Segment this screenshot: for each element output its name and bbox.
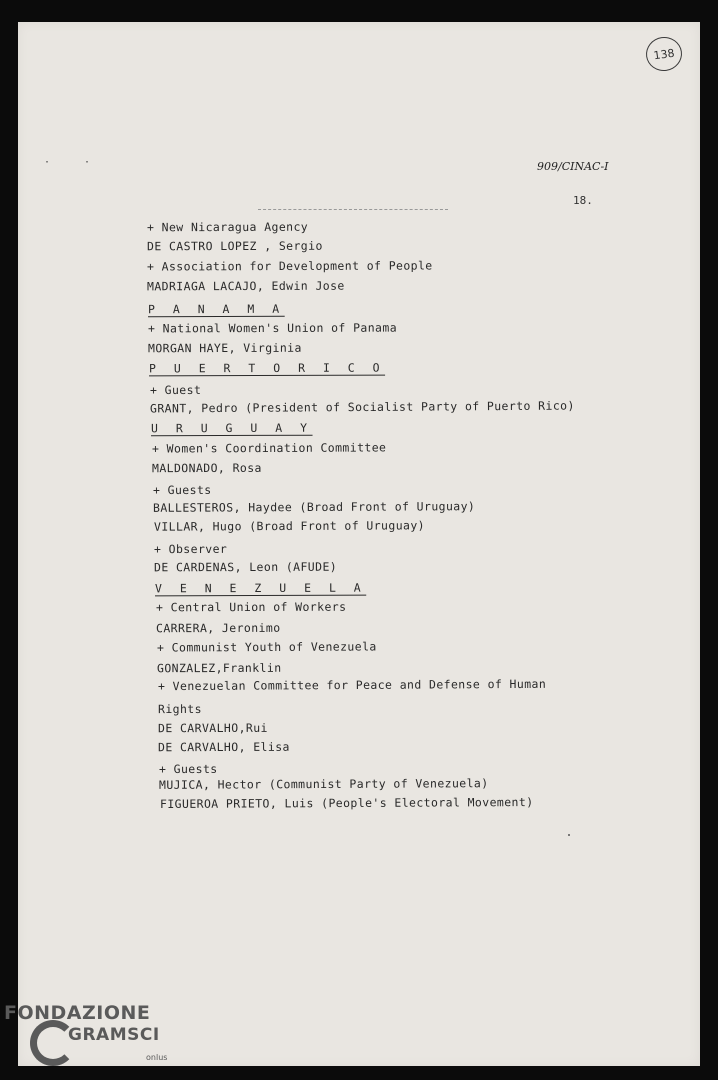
person-entry: GONZALEZ,Franklin — [156, 660, 282, 676]
organization-entry-continued: Rights — [157, 701, 202, 717]
country-heading: P A N A M A — [147, 301, 285, 317]
organization-entry: + National Women's Union of Panama — [147, 320, 398, 336]
organization-entry: + Guest — [149, 382, 202, 398]
organization-entry: + Venezuelan Committee for Peace and Defense of Human — [157, 676, 547, 694]
country-heading: P U E R T O R I C O — [148, 360, 386, 376]
paper-speck — [568, 834, 570, 836]
person-entry: FIGUEROA PRIETO, Luis (People's Electoral Movement) — [159, 795, 534, 811]
archive-number-stamp: 138 — [644, 35, 684, 74]
page-number: 18. — [573, 194, 593, 207]
document-page — [18, 22, 700, 1066]
country-heading: V E N E Z U E L A — [154, 580, 367, 596]
organization-entry: + Observer — [153, 541, 228, 557]
person-entry: DE CASTRO LOPEZ , Sergio — [146, 238, 323, 254]
punch-marks: ·· — [44, 157, 125, 168]
handwritten-reference-note: 909/CINAC-I — [537, 160, 609, 173]
country-heading: U R U G U A Y — [150, 420, 313, 436]
person-entry: DE CARVALHO, Elisa — [157, 739, 290, 755]
person-entry: VILLAR, Hugo (Broad Front of Uruguay) — [153, 518, 426, 534]
watermark-line3: onlus — [146, 1053, 168, 1062]
person-entry: MALDONADO, Rosa — [151, 460, 262, 476]
watermark-line1: FONDAZIONE — [4, 1002, 151, 1024]
person-entry: MORGAN HAYE, Virginia — [147, 340, 302, 356]
person-entry: DE CARVALHO,Rui — [157, 720, 268, 736]
organization-entry: + Communist Youth of Venezuela — [156, 639, 377, 655]
person-entry: MUJICA, Hector (Communist Party of Venezuela) — [158, 776, 489, 792]
person-entry: MADRIAGA LACAJO, Edwin Jose — [146, 278, 345, 294]
person-entry: DE CARDENAS, Leon (AFUDE) — [153, 559, 338, 575]
organization-entry: + Guests — [152, 482, 212, 498]
fondazione-gramsci-watermark — [4, 1000, 204, 1080]
person-entry: GRANT, Pedro (President of Socialist Party of Puerto Rico) — [149, 398, 575, 416]
person-entry: CARRERA, Jeronimo — [155, 620, 281, 636]
organization-entry: + Central Union of Workers — [155, 599, 347, 615]
separator-line — [258, 209, 448, 210]
watermark-line2: GRAMSCI — [68, 1025, 160, 1045]
person-entry: BALLESTEROS, Haydee (Broad Front of Uruguay) — [152, 499, 476, 515]
organization-entry: + Women's Coordination Committee — [151, 440, 387, 456]
organization-entry: + Guests — [158, 761, 218, 777]
organization-entry: + New Nicaragua Agency — [146, 219, 309, 235]
organization-entry: + Association for Development of People — [146, 258, 433, 274]
